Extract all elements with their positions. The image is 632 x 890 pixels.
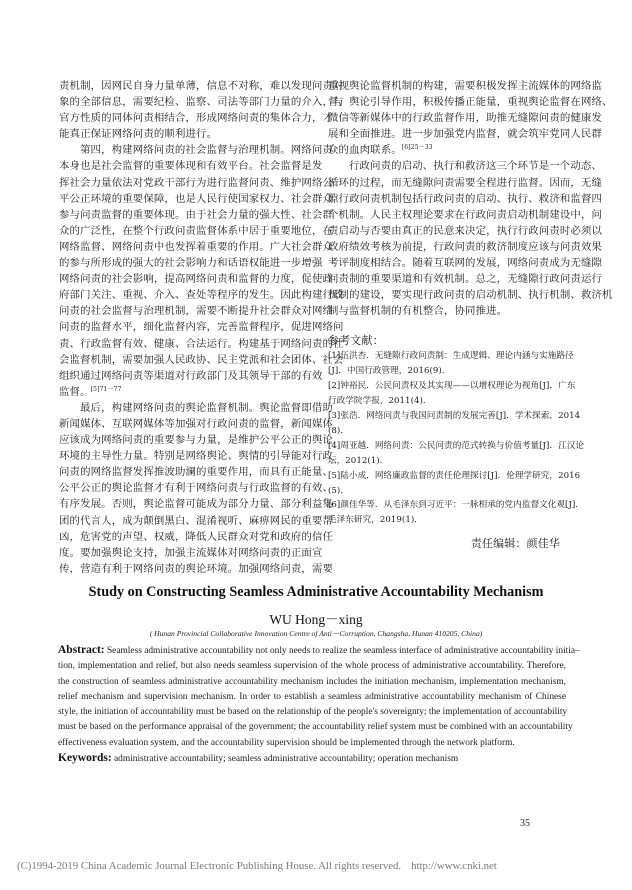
body-line: 本身也是社会监督的重要体现和有效平台。社会监督是发 <box>59 160 323 173</box>
body-line: 责机制，因网民自身力量单薄，信息不对称，难以发现问责对 <box>59 80 344 92</box>
body-line: 府部门关注、重视、介入、查处等程序的发生。因此构建行政 <box>59 289 344 302</box>
left-column <box>59 78 344 577</box>
abstract-line: relief mechanism and supervision mechanism. In order to establish a seamless administrative accountability mechanism of Chinese <box>58 691 566 702</box>
body-line: 机制的建设，要实现行政问责的启动机制、执行机制、救济机 <box>328 289 613 302</box>
reference-item <box>328 498 585 528</box>
reference-item <box>328 409 581 439</box>
body-line: 重视舆论监督机制的构建，需要积极发挥主流媒体的网络监 <box>328 80 603 92</box>
body-line: 应该成为网络问责的重要参与力量，是维护公平公正的舆论 <box>59 434 334 447</box>
body-line: 参与问责监督的重要体现。由于社会力量的强大性、社会群 <box>59 208 334 221</box>
copyright-footer <box>17 860 497 872</box>
keywords-label: Keywords: <box>58 752 112 765</box>
body-line: 网络监督、网络问责中也发挥着重要的作用。广大社会群众 <box>59 240 334 253</box>
body-line: 公平公正的舆论监督才有利于网络问责与行政监督的有效、 <box>59 482 334 495</box>
reference-line: (5)． <box>328 485 349 496</box>
reference-line: (8)． <box>328 425 349 436</box>
body-line: 考评制度相结合。随着互联网的发展，网络问责成为无缝隙 <box>328 257 603 270</box>
body-line: 的参与所形成的强大的社会影响力和话语权能进一步增强 <box>59 257 323 270</box>
body-line: 展和全面推进。进一步加强党内监督，就会筑牢党同人民群 <box>328 128 603 141</box>
body-line: 能真正保证网络问责的顺利进行。 <box>59 128 218 141</box>
body-line: 众的广泛性，在整个行政问责监督体系中居于重要地位，在 <box>59 224 334 237</box>
abstract-line: effectiveness evaluation system, and the accountability supervision should be implemented through the network platform. <box>58 737 515 748</box>
body-line: 挥社会力量依法对党政干部行为进行监督问责、维护网络公 <box>59 176 334 189</box>
body-line: 官方性质的同体问责相结合，形成网络问责的集体合力，才 <box>59 112 334 125</box>
body-line: 会监督机制，需要加强人民政协、民主党派和社会团体、社会 <box>59 353 344 366</box>
abstract-text: Seamless administrative accountability not only needs to realize the seamless interface of administrative accountability initia– <box>106 646 580 656</box>
abstract-label: Abstract: <box>58 644 105 656</box>
english-title: Study on Constructing Seamless Administrative Accountability Mechanism <box>88 584 544 600</box>
reference-line: [6]颜佳华等．从毛泽东到习近平：一脉相承的党内监督文化观[J]． <box>328 500 585 511</box>
body-line: 问责的监督水平，细化监督内容，完善监督程序，促进网络问 <box>59 321 344 334</box>
body-line: 度。要加强舆论支持，加强主流媒体对网络问责的正面宣 <box>59 546 323 559</box>
body-line: 责启动与否要由真正的民意来决定，执行行政问责时必须以 <box>328 224 603 237</box>
copyright-text: (C)1994-2019 China Academic Journal Electronic Publishing House. All rights reserved. <box>17 860 402 872</box>
reference-item <box>328 349 574 379</box>
references-list <box>328 349 585 528</box>
reference-line: [2]钟裕民．公民问责权及其实现——以增权理论为视角[J]．广东 <box>328 381 576 392</box>
keywords-text: administrative accountability; seamless administrative accountability; operation mechanism <box>114 754 459 765</box>
body-text: 众的血肉联系。 <box>328 144 402 157</box>
reference-line: 毛泽东研究，2019(1)． <box>328 515 423 526</box>
abstract-line: the construction of seamless administrative accountability mechanism includes the initiation mechanism, implementation mechanism, <box>58 676 566 687</box>
abstract-line: must be based on the performance appraisal of the government; the accountability relief system must be combined with an accountability <box>58 722 573 733</box>
citation-superscript: [6]25－33 <box>401 144 433 152</box>
body-text: 监督。 <box>59 385 91 398</box>
abstract-line <box>58 643 580 659</box>
citation-superscript: [5]71－77 <box>90 385 122 393</box>
body-line: 象的全部信息，需要纪检、监察、司法等部门力量的介入，与 <box>59 96 344 109</box>
body-line: 循环的过程，而无缝隙问责需要全程进行监督。因而，无缝 <box>328 176 603 189</box>
reference-line: [J]．中国行政管理，2016(9)． <box>328 366 451 377</box>
body-line: 政府绩效考核为前提，行政问责的救济制度应该与问责效果 <box>328 240 603 253</box>
english-abstract-block <box>58 643 580 767</box>
body-line <box>328 142 564 158</box>
reference-line: 坛，2012(1)． <box>328 455 389 466</box>
reference-item <box>328 439 585 469</box>
body-line: 制与监督机制的有机整合，协同推进。 <box>328 305 508 318</box>
abstract-line: tion, implementation and relief, but also needs seamless supervision of the whole process of administrative accountability. Therefore, <box>58 661 566 672</box>
body-line: 问责制的重要渠道和有效机制。总之，无缝隙行政问责运行 <box>328 273 603 286</box>
body-line: 平公正环境的重要保障，也是人民行使国家权力、社会群众 <box>59 192 334 205</box>
references-heading: 参考文献： <box>328 334 384 348</box>
keywords-line <box>58 751 566 767</box>
reference-line: 行政学院学报，2011(4)． <box>328 396 432 407</box>
publisher-url[interactable]: http://www.cnki.net <box>411 860 497 872</box>
body-line: 传，营造有利于网络问责的舆论环境。加强网络问责，需要 <box>59 562 334 575</box>
body-line: 凶，危害党的声望、权威，降低人民群众对党和政府的信任 <box>59 530 334 543</box>
right-column <box>328 78 613 552</box>
responsible-editor: 责任编辑：颜佳华 <box>470 537 560 551</box>
reference-line: [1]伍洪杏．无缝隙行政问责制：生成逻辑、理论内涵与实施路径 <box>328 351 574 362</box>
body-line: 网络问责的社会影响，提高网络问责和监督的力度，促使政 <box>59 273 334 286</box>
reference-line: [3]张浩．网络问责与我国问责制的发展完善[J]．学术探索，2014 <box>328 411 581 422</box>
english-author: WU Hong－xing <box>269 612 363 627</box>
abstract-line: style, the initiation of accountability must be based on the relationship of the people's sovereignty; the implementation of accountability <box>58 707 568 718</box>
body-line: 新闻媒体、互联网媒体等加强对行政问责的监督，新闻媒体 <box>59 417 334 430</box>
body-line: 责、行政监督有效、健康、合法运行。构建基于网络问责的社 <box>59 337 344 350</box>
reference-item <box>328 469 581 499</box>
body-line: 隙行政问责机制包括行政问责的启动、执行、救济和监督四 <box>328 192 603 205</box>
body-line: 环境的主导性力量。特别是网络舆论、舆情的引导能对行政 <box>59 450 334 463</box>
reference-line: [4]周亚越．网络问责：公民问责的范式转换与价值考量[J]．江汉论 <box>328 440 585 451</box>
body-line: 问责的网络监督发挥推波助澜的重要作用，而具有正能量、 <box>59 466 334 479</box>
body-line: 微信等新媒体中的行政监督作用，助推无缝隙问责的健康发 <box>328 112 603 125</box>
body-line: 督、舆论引导作用，积极传播正能量，重视舆论监督在网络、 <box>328 96 613 109</box>
body-line: 组织通过网络问责等渠道对行政部门及其领导干部的有效 <box>59 369 323 382</box>
body-line: 行政问责的启动、执行和救济这三个环节是一个动态、 <box>349 160 602 173</box>
page-number: 35 <box>520 818 530 829</box>
reference-line: [5]陆小成．网络廉政监督的责任伦理探讨[J]．伦理学研究，2016 <box>328 470 581 481</box>
body-line: 个机制。人民主权理论要求在行政问责启动机制建设中，问 <box>328 208 603 221</box>
body-line <box>59 384 294 400</box>
reference-item <box>328 379 576 409</box>
body-line: 问责的社会监督与治理机制，需要不断提升社会群众对网络 <box>59 305 334 318</box>
section-heading-line: 第四，构建网络问责的社会监督与治理机制。网络问责 <box>80 144 333 157</box>
section-heading-line: 最后，构建网络问责的舆论监督机制。舆论监督即借助 <box>80 401 333 414</box>
body-line: 团的代言人，成为颠倒黑白、混淆视听、麻痹网民的重要帮 <box>59 514 334 527</box>
body-line: 有序发展。否则，舆论监督可能成为部分力量、部分利益集 <box>59 498 334 511</box>
english-affiliation: ( Hunan Provincial Collaborative Innovation Centre of Anti－Corruption, Changsha, Hunan 410205, China) <box>149 629 483 638</box>
